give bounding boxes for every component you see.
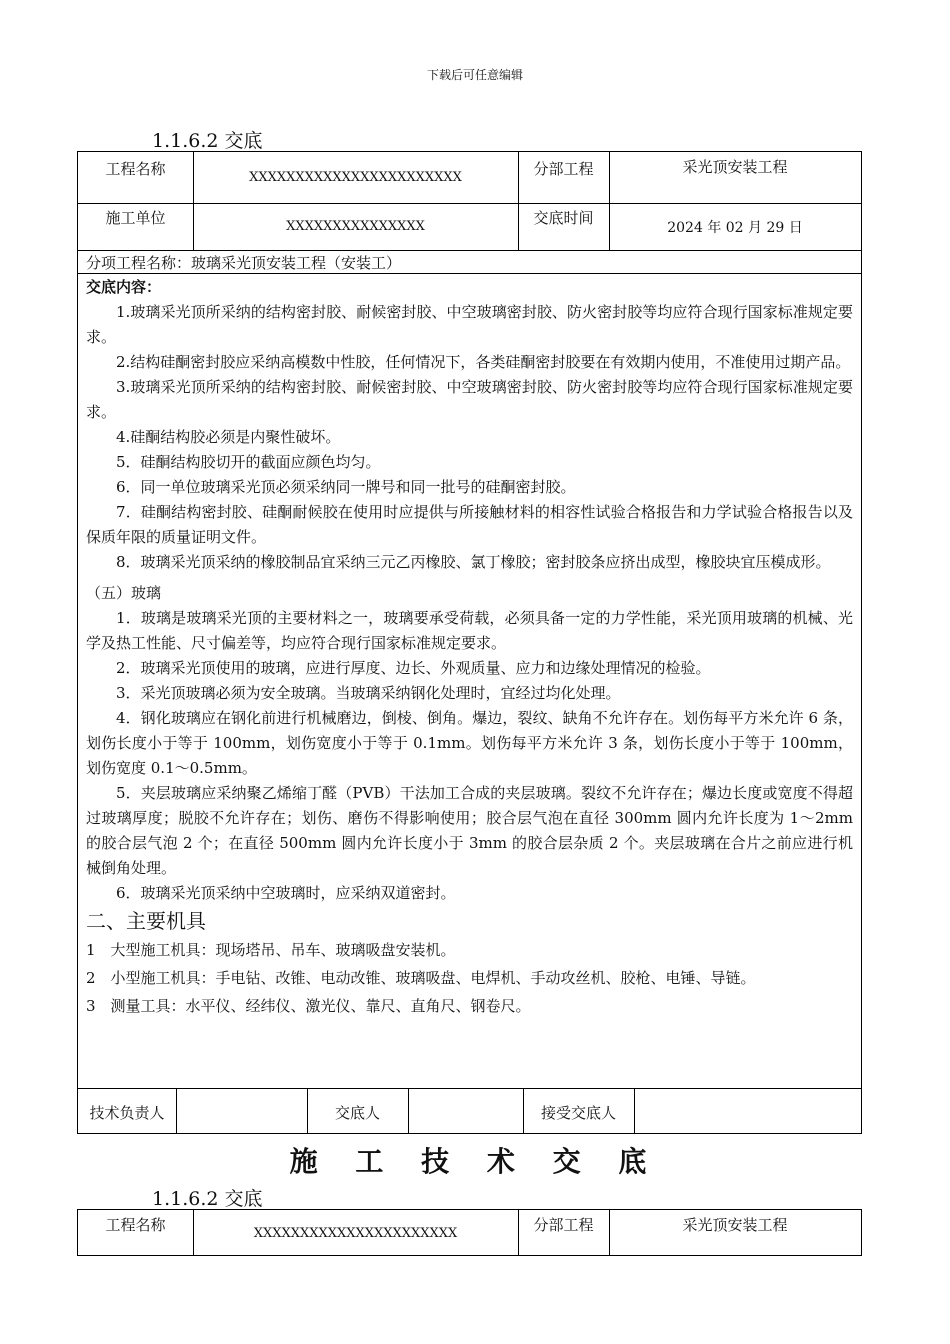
paragraph: 4.硅酮结构胶必须是内聚性破坏。	[116, 428, 341, 446]
disclosure-content	[86, 300, 853, 1020]
header-note: 下载后可任意编辑	[426, 68, 523, 82]
document-title: 施 工 技 术 交 底	[289, 1145, 661, 1178]
paragraph: 6．玻璃采光顶采纳中空玻璃时，应采纳双道密封。	[116, 884, 456, 902]
division-label: 分部工程	[533, 160, 594, 178]
section-title-2: 1.1.6.2 交底	[152, 1188, 263, 1210]
project-name-label: 工程名称	[105, 160, 166, 178]
tool-item: 2 小型施工机具：手电钻、改锥、电动改锥、玻璃吸盘、电焊机、手动攻丝机、胶枪、电锤、导链。	[86, 969, 756, 987]
section-title: 1.1.6.2 交底	[152, 130, 263, 152]
unit-label: 施工单位	[105, 209, 166, 227]
tool-item: 1 大型施工机具：现场塔吊、吊车、玻璃吸盘安装机。	[86, 941, 456, 959]
project-name-value: XXXXXXXXXXXXXXXXXXXXXX	[253, 1226, 458, 1241]
paragraph: 6．同一单位玻璃采光顶必须采纳同一牌号和同一批号的硅酮密封胶。	[116, 478, 576, 496]
project-name-value: XXXXXXXXXXXXXXXXXXXXXXX	[249, 170, 462, 185]
paragraph: 2.结构硅酮密封胶应采纳高模数中性胶，任何情况下，各类硅酮密封胶要在有效期内使用，不准使用过期产品。	[116, 353, 851, 371]
date-label: 交底时间	[533, 209, 594, 227]
paragraph: 3.玻璃采光顶所采纳的结构密封胶、耐候密封胶、中空玻璃密封胶、防火密封胶等均应符合现行国家标准规定要求。	[86, 378, 853, 421]
paragraph: 8．玻璃采光顶采纳的橡胶制品宜采纳三元乙丙橡胶、氯丁橡胶；密封胶条应挤出成型，橡胶块宜压模成形。	[116, 553, 831, 571]
paragraph: 7．硅酮结构密封胶、硅酮耐候胶在使用时应提供与所接触材料的相容性试验合格报告和力学试验合格报告以及保质年限的质量证明文件。	[86, 503, 853, 546]
paragraph: 2．玻璃采光顶使用的玻璃，应进行厚度、边长、外观质量、应力和边缘处理情况的检验。	[116, 659, 711, 677]
disclosure-table-2	[77, 1209, 862, 1256]
tech-lead-label: 技术负责人	[89, 1104, 165, 1122]
division-label: 分部工程	[533, 1216, 594, 1234]
unit-value: XXXXXXXXXXXXXXX	[286, 219, 425, 234]
glass-heading: （五）玻璃	[86, 584, 162, 602]
paragraph: 1.玻璃采光顶所采纳的结构密封胶、耐候密封胶、中空玻璃密封胶、防火密封胶等均应符合现行国家标准规定要求。	[86, 303, 853, 346]
tools-heading: 二、主要机具	[86, 909, 206, 933]
paragraph: 1．玻璃是玻璃采光顶的主要材料之一，玻璃要承受荷载，必须具备一定的力学性能，采光顶用玻璃的机械、光学及热工性能、尺寸偏差等，均应符合现行国家标准规定要求。	[86, 609, 853, 652]
paragraph: 4．钢化玻璃应在钢化前进行机械磨边，倒棱、倒角。爆边，裂纹、缺角不允许存在。划伤每平方米允许 6 条，划伤长度小于等于 100mm，划伤宽度小于等于 0.1mm。划伤每平方米允许 3 条，划伤长度小于等于 100mm，划伤宽度 0.1～0.5mm。	[86, 709, 853, 777]
receiver-label: 接受交底人	[540, 1104, 616, 1122]
division-value: 采光顶安装工程	[682, 158, 788, 176]
subitem-name: 分项工程名称：玻璃采光顶安装工程（安装工）	[86, 254, 402, 272]
discloser-label: 交底人	[334, 1104, 380, 1122]
paragraph: 5．硅酮结构胶切开的截面应颜色均匀。	[116, 453, 381, 471]
division-value: 采光顶安装工程	[682, 1216, 788, 1234]
date-value: 2024 年 02 月 29 日	[667, 220, 803, 236]
content-heading: 交底内容：	[86, 278, 162, 296]
paragraph: 5．夹层玻璃应采纳聚乙烯缩丁醛（PVB）干法加工合成的夹层玻璃。裂纹不允许存在；爆边长度或宽度不得超过玻璃厚度；脱胶不允许存在；划伤、磨伤不得影响使用；胶合层气泡在直径 300mm 圆内允许长度为 1～2mm 的胶合层气泡 2 个；在直径 500mm 圆内允许长度小于 3mm 的胶合层杂质 2 个。夹层玻璃在合片之前应进行机械倒角处理。	[86, 784, 853, 877]
project-name-label: 工程名称	[105, 1216, 166, 1234]
paragraph: 3．采光顶玻璃必须为安全玻璃。当玻璃采纳钢化处理时，宜经过均化处理。	[116, 684, 621, 702]
tool-item: 3 测量工具：水平仪、经纬仪、激光仪、靠尺、直角尺、钢卷尺。	[86, 997, 531, 1015]
disclosure-table	[77, 151, 862, 1134]
